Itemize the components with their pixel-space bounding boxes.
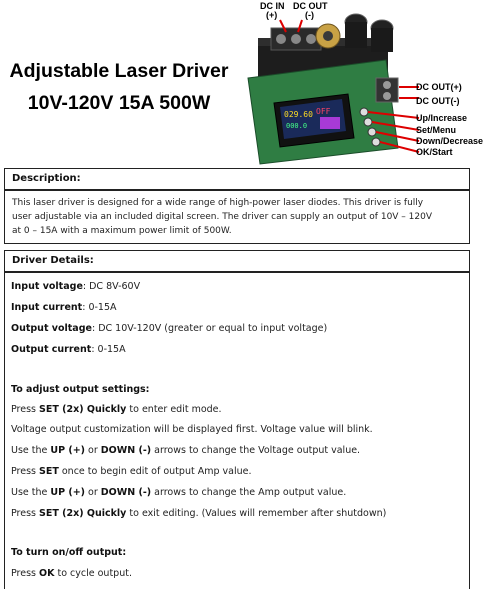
product-title: Adjustable Laser Driver — [9, 60, 229, 82]
label-dc-out: DC OUT — [293, 1, 328, 11]
description-line: at 0 – 15A with a maximum power limit of 500W. — [12, 225, 232, 236]
step-3: Use the UP (+) or DOWN (-) arrows to change the Voltage output value. — [11, 445, 361, 456]
screen-current: 000.0 — [286, 122, 308, 130]
label-dc-in: DC IN — [260, 1, 285, 11]
description-heading: Description: — [12, 173, 81, 184]
product-specs-title: 10V-120V 15A 500W — [27, 92, 211, 114]
description-section — [4, 168, 470, 244]
spec-output-current: Output current: 0-15A — [11, 344, 126, 355]
label-dc-out-sign: (-) — [305, 10, 314, 20]
label-dc-in-sign: (+) — [266, 10, 278, 20]
step-2: Voltage output customization will be displayed first. Voltage value will blink. — [11, 424, 373, 435]
adjust-heading: To adjust output settings: — [11, 384, 150, 395]
label-dc-out-plus: DC OUT(+) — [416, 82, 462, 92]
spec-input-current: Input current: 0-15A — [11, 302, 117, 313]
screen-status: OFF — [316, 107, 331, 116]
label-set-menu: Set/Menu — [416, 125, 457, 135]
onoff-heading: To turn on/off output: — [11, 547, 127, 558]
label-up-increase: Up/Increase — [416, 113, 468, 123]
label-dc-out-minus: DC OUT(-) — [416, 96, 460, 106]
step-6: Press SET (2x) Quickly to exit editing. (Values will remember after shutdown) — [11, 508, 387, 519]
description-text — [5, 191, 469, 238]
product-photo — [236, 0, 483, 164]
divider — [5, 271, 469, 273]
description-line: user adjustable via an included digital screen. The driver can supply an output of 10V – 120V — [12, 211, 433, 222]
spec-output-voltage: Output voltage: DC 10V-120V (greater or equal to input voltage) — [11, 323, 328, 334]
description-line: This laser driver is designed for a wide range of high-power laser diodes. This driver is fully — [12, 197, 424, 208]
label-down-decrease: Down/Decrease — [416, 136, 483, 146]
driver-details-section — [4, 250, 470, 589]
step-4: Press SET once to begin edit of output Amp value. — [11, 466, 252, 477]
onoff-step: Press OK to cycle output. — [11, 568, 132, 579]
screen-voltage: 029.60 — [284, 110, 313, 119]
driver-details-heading: Driver Details: — [12, 255, 94, 266]
step-5: Use the UP (+) or DOWN (-) arrows to change the Amp output value. — [11, 487, 347, 498]
spec-input-voltage: Input voltage: DC 8V-60V — [11, 281, 141, 292]
step-1: Press SET (2x) Quickly to enter edit mode. — [11, 404, 222, 415]
label-ok-start: OK/Start — [416, 147, 453, 157]
